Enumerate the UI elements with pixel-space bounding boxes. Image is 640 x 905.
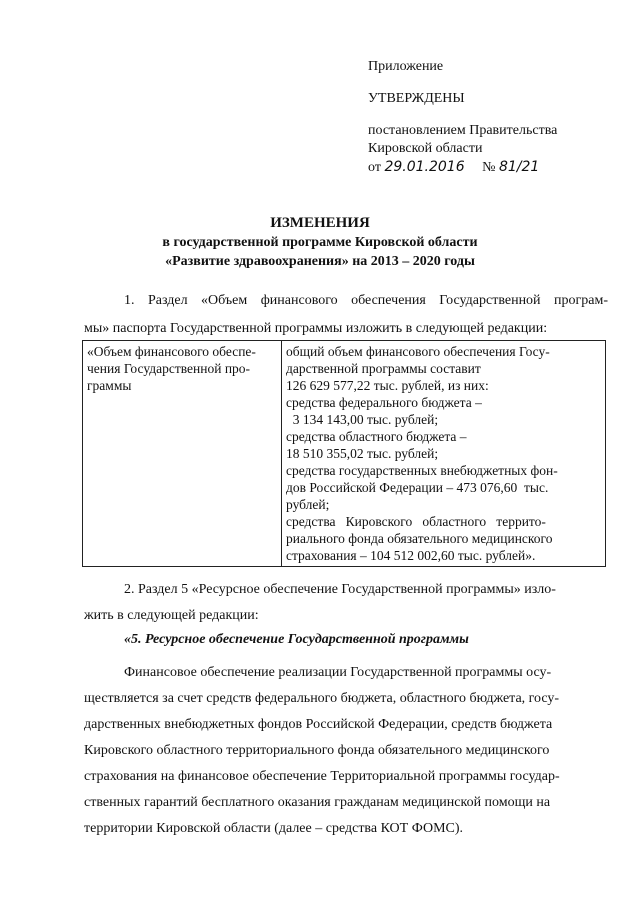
body-line: Кировского областного территориального фонда обязательного медицинского	[84, 743, 550, 758]
body-line: страхования на финансовое обеспечение Территориальной программы государ-	[84, 769, 560, 784]
resolution-line-2: Кировской области	[368, 141, 483, 156]
number-value: 81/21	[498, 159, 540, 175]
left-line: чения Государственной про-	[87, 361, 251, 376]
right-line: дов Российской Федерации – 473 076,60 тыс.	[286, 480, 549, 495]
right-line: средства федерального бюджета –	[286, 395, 482, 410]
body-line: территории Кировской области (далее – средства КОТ ФОМС).	[84, 821, 464, 836]
item-2-line-1: 2. Раздел 5 «Ресурсное обеспечение Государственной программы» изло-	[124, 582, 556, 597]
right-line: средства государственных внебюджетных фон-	[286, 463, 558, 478]
right-line: риального фонда обязательного медицинского	[286, 531, 553, 546]
right-line: 18 510 355,02 тыс. рублей;	[286, 446, 439, 461]
date-prefix: от	[368, 160, 381, 175]
heading-title: ИЗМЕНЕНИЯ	[270, 215, 370, 231]
table-row	[83, 341, 606, 567]
date-number-line	[368, 158, 618, 177]
right-line: средства областного бюджета –	[286, 429, 467, 444]
date-value: 29.01.2016	[384, 159, 465, 175]
right-line: 3 134 143,00 тыс. рублей;	[286, 412, 439, 427]
table-cell-right	[282, 341, 606, 567]
table-cell-left	[83, 341, 282, 567]
resolution-line-1: постановлением Правительства	[368, 123, 558, 138]
left-line: «Объем финансового обеспе-	[87, 344, 256, 359]
section-5-body	[84, 660, 608, 842]
item-1-line-1: 1. Раздел «Объем финансового обеспечения Государственной програм-	[124, 293, 608, 308]
item-1-paragraph	[84, 290, 608, 340]
number-prefix: №	[482, 160, 496, 175]
document-heading	[0, 214, 640, 271]
section-5-title: «5. Ресурсное обеспечение Государственной программы	[124, 632, 469, 647]
item-2-line-2: жить в следующей редакции:	[84, 608, 259, 623]
approved-label: УТВЕРЖДЕНЫ	[368, 91, 465, 106]
approval-block	[368, 58, 618, 177]
left-line: граммы	[87, 378, 132, 393]
passport-table	[82, 340, 606, 567]
right-line: дарственной программы составит	[286, 361, 481, 376]
body-line: ственных гарантий бесплатного оказания гражданам медицинской помощи на	[84, 795, 551, 810]
body-line: дарственных внебюджетных фондов Российской Федерации, средств бюджета	[84, 717, 553, 732]
item-1-line-2: мы» паспорта Государственной программы изложить в следующей редакции:	[84, 321, 548, 336]
appendix-label: Приложение	[368, 59, 444, 74]
right-line: 126 629 577,22 тыс. рублей, из них:	[286, 378, 489, 393]
heading-line-3: «Развитие здравоохранения» на 2013 – 2020 годы	[165, 254, 475, 269]
right-line: страхования – 104 512 002,60 тыс. рублей».	[286, 548, 536, 563]
item-2-paragraph	[84, 579, 608, 627]
right-line: рублей;	[286, 497, 330, 512]
heading-line-2: в государственной программе Кировской области	[162, 235, 478, 250]
right-line: общий объем финансового обеспечения Госу-	[286, 344, 550, 359]
body-line: Финансовое обеспечение реализации Государственной программы осу-	[124, 665, 552, 680]
right-line: средства Кировского областного террито-	[286, 514, 546, 529]
body-line: ществляется за счет средств федерального бюджета, областного бюджета, госу-	[84, 691, 560, 706]
